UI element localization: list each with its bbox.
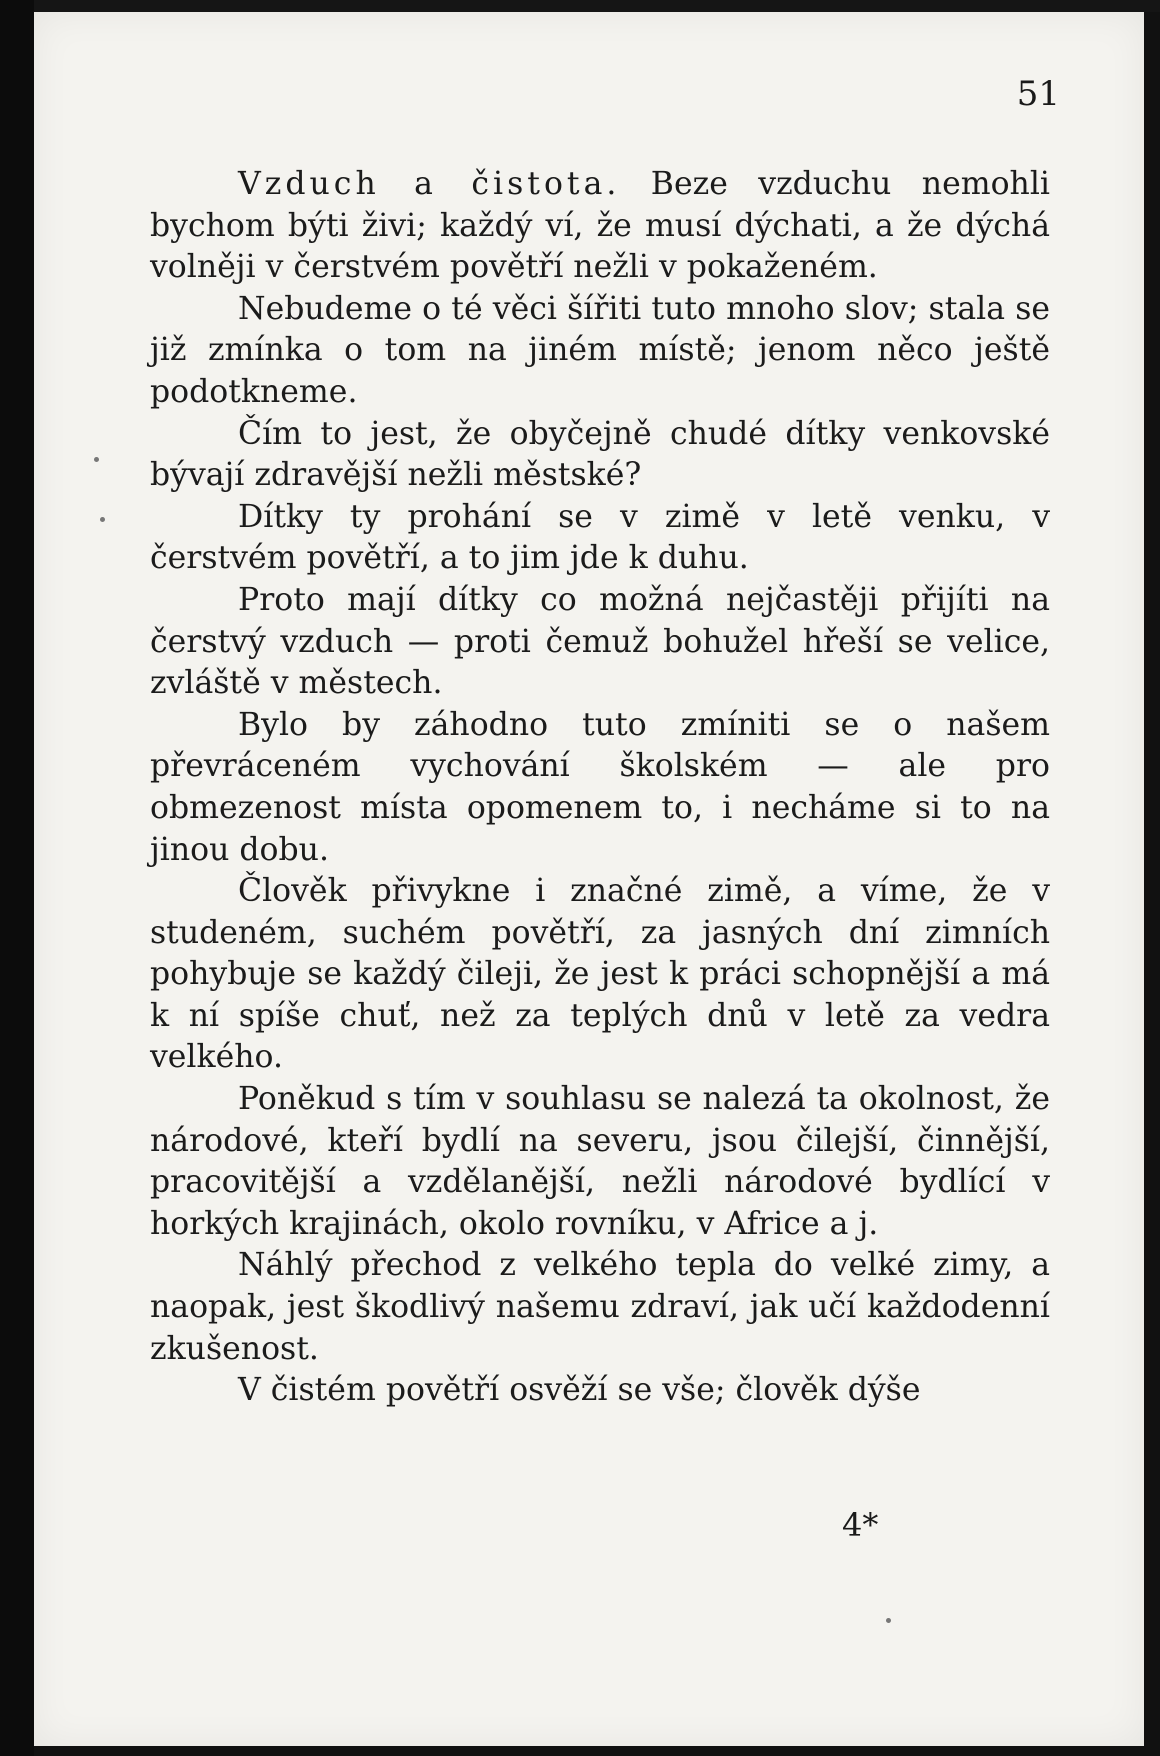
paragraph-text: Poněkud s tím v souhlasu se nalezá ta okolnost, že národové, kteří bydlí na severu, jsou čilejší, činnější, pracovitější a vzdělanější, nežli národové bydlící v horkých krajinách, okolo rovníku, v Africe a j.: [150, 1081, 1050, 1242]
paragraph-1: [150, 164, 1050, 289]
paragraph-text: Člověk přivykne i značné zimě, a víme, že v studeném, suchém povětří, za jasných dní zimních pohybuje se každý čileji, že jest k práci schopnější a má k ní spíše chuť, než za teplých dnů v letě za vedra velkého.: [150, 873, 1050, 1076]
print-speck: [100, 517, 105, 522]
paragraph-text: Nebudeme o té věci šířiti tuto mnoho slov; stala se již zmínka o tom na jiném místě; jenom něco ještě podotkneme.: [150, 290, 1050, 410]
paragraph-text: Náhlý přechod z velkého tepla do velké zimy, a naopak, jest škodlivý našemu zdraví, jak učí každodenní zkušenost.: [150, 1247, 1050, 1367]
page-number: 51: [1016, 74, 1060, 114]
paragraph-text: V čistém povětří osvěží se vše; člověk dýše: [238, 1372, 921, 1409]
print-speck: [886, 1618, 891, 1623]
paragraph-10: [150, 1370, 1050, 1412]
paragraph-6: [150, 705, 1050, 871]
paragraph-text: Čím to jest, že obyčejně chudé dítky venkovské bývají zdravější nežli městské?: [150, 415, 1050, 494]
paragraph-text: Beze vzduchu nemohli bychom býti živi; každý ví, že musí dýchati, a že dýchá volněji v čerstvém povětří nežli v pokaženém.: [150, 166, 1050, 286]
paragraph-5: [150, 580, 1050, 705]
paragraph-text: Dítky ty prohání se v zimě v letě venku, v čerstvém povětří, a to jim jde k duhu.: [150, 498, 1050, 577]
body-text: [150, 164, 1050, 1412]
scan-top-edge: [0, 0, 1160, 12]
paragraph-9: [150, 1245, 1050, 1370]
signature-mark: 4*: [842, 1506, 879, 1544]
scan-binding-edge: [0, 0, 34, 1756]
paragraph-2: [150, 289, 1050, 414]
paragraph-3: [150, 414, 1050, 497]
paragraph-8: [150, 1079, 1050, 1245]
paragraph-4: [150, 497, 1050, 580]
paragraph-7: [150, 871, 1050, 1079]
paragraph-text: Proto mají dítky co možná nejčastěji přijíti na čerstvý vzduch — proti čemuž bohužel hřeší se velice, zvláště v městech.: [150, 581, 1050, 702]
print-speck: [94, 457, 99, 462]
paragraph-text: Bylo by záhodno tuto zmíniti se o našem převráceném vychování školském — ale pro obmezenost místa opomenem to, i necháme si to na jinou dobu.: [150, 706, 1050, 868]
section-heading: Vzduch a čistota.: [238, 166, 621, 202]
